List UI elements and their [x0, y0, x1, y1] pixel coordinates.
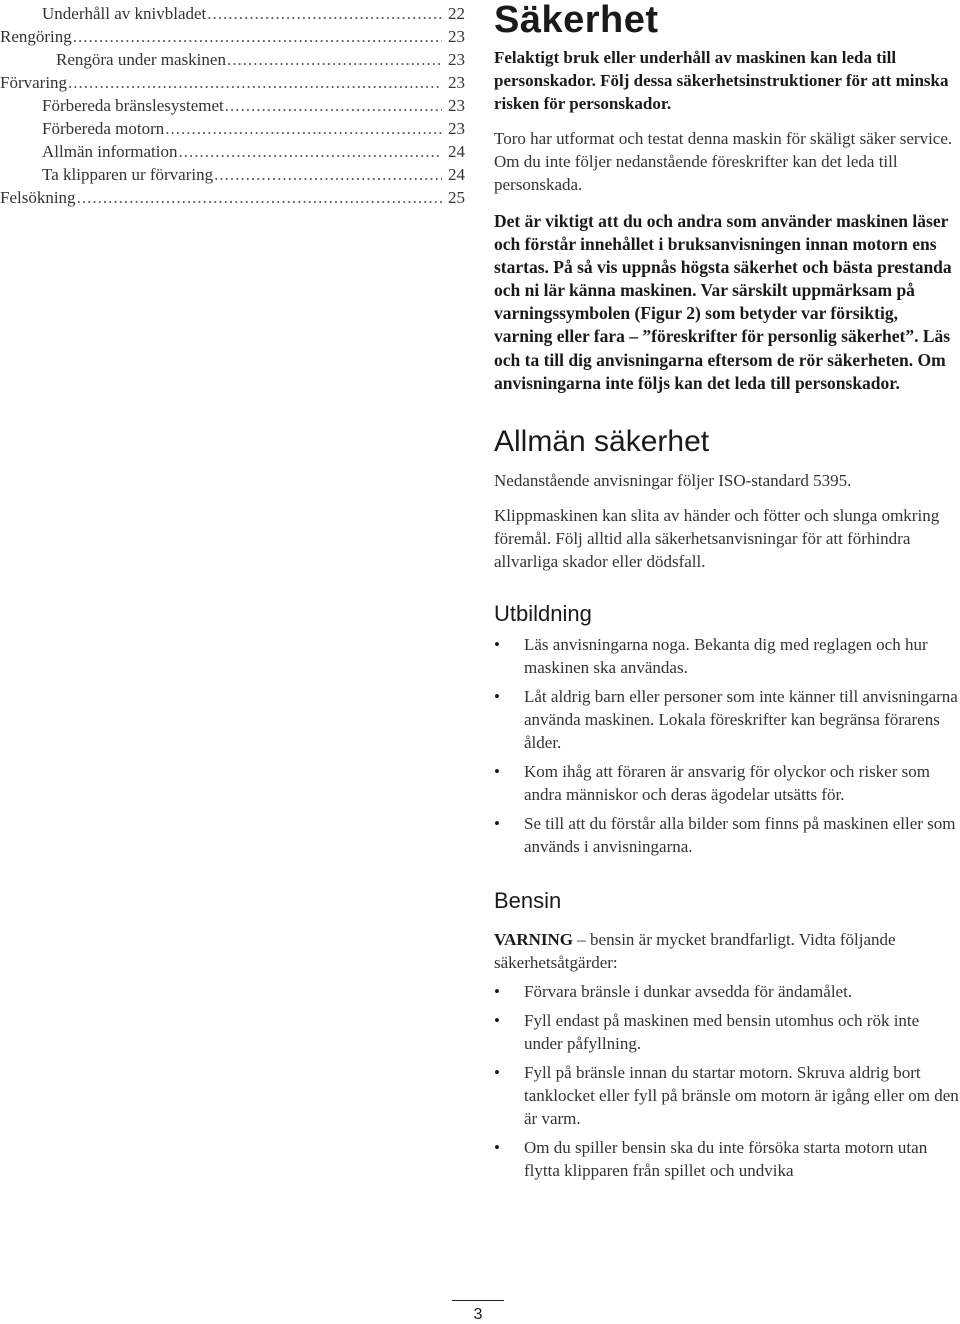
- list-item: [494, 685, 960, 754]
- fuel-list: [494, 980, 960, 1182]
- footer-divider: [452, 1300, 504, 1301]
- toc-leader-dots: [179, 140, 442, 163]
- toc-leader-dots: [73, 25, 442, 48]
- list-item-text: Fyll på bränsle innan du startar motorn. Skruva aldrig bort tanklocket eller fyll på bränsle om motorn är igång eller om den är varm.: [524, 1062, 959, 1128]
- toc-entry-page: 23: [448, 96, 465, 115]
- toc-entry-page: 23: [448, 73, 465, 92]
- table-of-contents: [0, 2, 465, 209]
- page-number: 3: [473, 1306, 483, 1323]
- toc-entry[interactable]: [0, 163, 465, 186]
- list-item: [494, 1061, 960, 1130]
- toc-entry-title: Underhåll av knivbladet: [42, 4, 207, 23]
- bullet-icon: •: [494, 761, 500, 781]
- safety-intro-bold: Felaktigt bruk eller underhåll av maskinen kan leda till personskador. Följ dessa säkerhetsinstruktioner för att minska risken för personskador.: [494, 48, 949, 113]
- section-heading-fuel: Bensin: [494, 887, 562, 913]
- section-heading-general-safety: Allmän säkerhet: [494, 424, 710, 458]
- list-item: [494, 760, 960, 806]
- list-item: [494, 980, 960, 1003]
- bullet-icon: •: [494, 1010, 500, 1030]
- list-item: [494, 1136, 960, 1182]
- warning-text: – bensin är mycket brandfarligt. Vidta följande säkerhetsåtgärder:: [494, 929, 896, 972]
- warning-label: VARNING: [494, 929, 574, 949]
- bullet-icon: •: [494, 1062, 500, 1082]
- toc-leader-dots: [214, 163, 442, 186]
- list-item: [494, 812, 960, 858]
- list-item-text: Fyll endast på maskinen med bensin utomhus och rök inte under påfyllning.: [524, 1010, 920, 1053]
- toc-entry-title: Felsökning: [0, 188, 76, 207]
- list-item-text: Låt aldrig barn eller personer som inte känner till anvisningarna använda maskinen. Lokala föreskrifter kan begränsa förarens ålder.: [524, 686, 958, 752]
- list-item-text: Läs anvisningarna noga. Bekanta dig med reglagen och hur maskinen ska användas.: [524, 634, 928, 677]
- general-safety-text: Klippmaskinen kan slita av händer och fötter och slunga omkring föremål. Följ alltid alla säkerhetsanvisningar för att förhindra allvarliga skador eller dödsfall.: [494, 505, 940, 571]
- toc-leader-dots: [165, 117, 442, 140]
- toc-entry[interactable]: [0, 140, 465, 163]
- toc-leader-dots: [207, 2, 442, 25]
- section-heading-training: Utbildning: [494, 600, 592, 626]
- toc-entry-page: 24: [448, 165, 465, 184]
- toc-entry-title: Rengöra under maskinen: [56, 50, 226, 69]
- training-list: [494, 633, 960, 858]
- toc-entry-title: Rengöring: [0, 27, 72, 46]
- toc-entry[interactable]: [0, 48, 465, 71]
- toc-entry-page: 23: [448, 119, 465, 138]
- toc-entry-title: Förbereda motorn: [42, 119, 165, 138]
- list-item-text: Kom ihåg att föraren är ansvarig för olyckor och risker som andra människor och deras ägodelar utsätts för.: [524, 761, 930, 804]
- toc-entry-page: 23: [448, 27, 465, 46]
- toc-entry[interactable]: [0, 25, 465, 48]
- list-item-text: Förvara bränsle i dunkar avsedda för ändamålet.: [524, 981, 853, 1001]
- toc-entry[interactable]: [0, 71, 465, 94]
- bullet-icon: •: [494, 634, 500, 654]
- toc-entry[interactable]: [0, 186, 465, 209]
- toc-entry-page: 23: [448, 50, 465, 69]
- list-item-text: Om du spiller bensin ska du inte försöka starta motorn utan flytta klipparen från spillet och undvika: [524, 1137, 928, 1180]
- toc-entry-page: 25: [448, 188, 465, 207]
- toc-entry-title: Förbereda bränslesystemet: [42, 96, 224, 115]
- list-item: [494, 1009, 960, 1055]
- toc-entry[interactable]: [0, 2, 465, 25]
- toc-entry-title: Allmän information: [42, 142, 178, 161]
- toc-entry[interactable]: [0, 94, 465, 117]
- list-item-text: Se till att du förstår alla bilder som finns på maskinen eller som används i anvisningarna.: [524, 813, 956, 856]
- general-safety-standard: Nedanstående anvisningar följer ISO-standard 5395.: [494, 470, 852, 490]
- main-content: [494, 0, 960, 1182]
- bullet-icon: •: [494, 686, 500, 706]
- fuel-warning: [494, 928, 960, 974]
- toc-entry-page: 22: [448, 4, 465, 23]
- page-title: Säkerhet: [494, 0, 659, 41]
- toc-leader-dots: [68, 71, 442, 94]
- bullet-icon: •: [494, 981, 500, 1001]
- bullet-icon: •: [494, 813, 500, 833]
- toc-leader-dots: [77, 186, 442, 209]
- toc-entry[interactable]: [0, 117, 465, 140]
- toc-entry-page: 24: [448, 142, 465, 161]
- safety-intro-text: Toro har utformat och testat denna maskin för skäligt säker service. Om du inte följer nedanstående föreskrifter kan det leda till personskada.: [494, 129, 953, 194]
- bullet-icon: •: [494, 1137, 500, 1157]
- toc-entry-title: Förvaring: [0, 73, 68, 92]
- list-item: [494, 633, 960, 679]
- safety-important-notice: Det är viktigt att du och andra som använder maskinen läser och förstår innehållet i bruksanvisningen innan motorn ens startas. På så vis uppnås högsta säkerhet och bästa prestanda och ni lär känna maskinen. Var särskilt uppmärksam på varningssymbolen (Figur 2) som betyder var försiktig, varning eller fara – ”föreskrifter för personlig säkerhet”. Läs och ta till dig anvisningarna eftersom de rör säkerheten. Om anvisningarna inte följs kan det leda till personskador.: [494, 211, 952, 393]
- toc-leader-dots: [225, 94, 442, 117]
- toc-entry-title: Ta klipparen ur förvaring: [42, 165, 214, 184]
- toc-leader-dots: [227, 48, 442, 71]
